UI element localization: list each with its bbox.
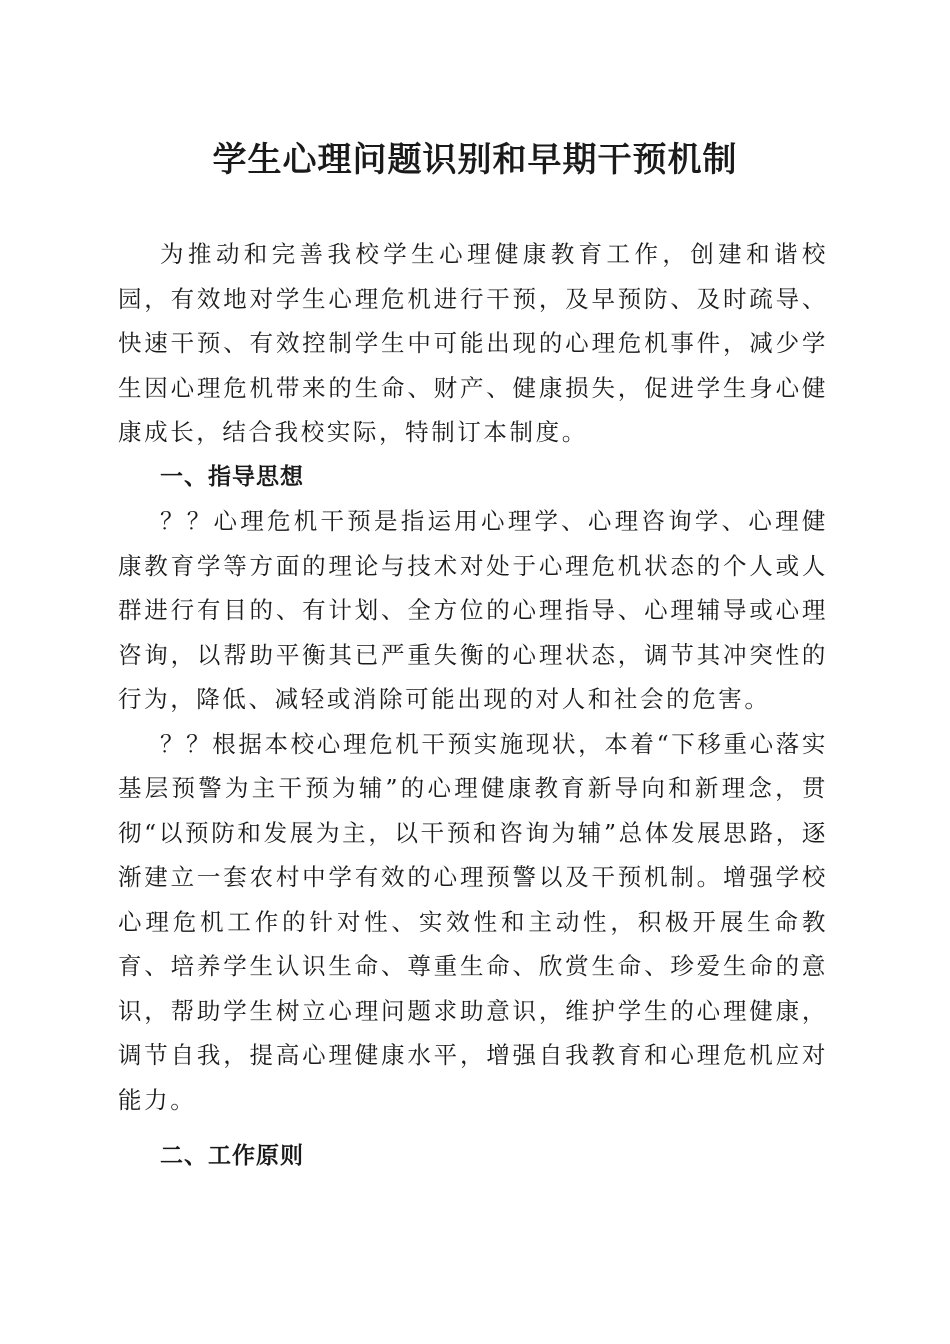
document-title: 学生心理问题识别和早期干预机制 xyxy=(212,140,738,180)
section-heading-guiding-ideology: 一、指导思想 xyxy=(160,463,304,490)
guiding-ideology-paragraph-1: ？？心理危机干预是指运用心理学、心理咨询学、心理健康教育学等方面的理论与技术对处于心理危机状态的个人或人群进行有目的、有计划、全方位的心理指导、心理辅导或心理咨询，以帮助平衡其已严重失衡的心理状态，调节其冲突性的行为，降低、减轻或消除可能出现的对人和社会的危害。 xyxy=(118,507,828,713)
guiding-ideology-paragraph-2: ？？根据本校心理危机干预实施现状，本着“下移重心落实基层预警为主干预为辅”的心理健康教育新导向和新理念，贯彻“以预防和发展为主，以干预和咨询为辅”总体发展思路，逐渐建立一套农村中学有效的心理预警以及干预机制。增强学校心理危机工作的针对性、实效性和主动性，积极开展生命教育、培养学生认识生命、尊重生命、欣赏生命、珍爱生命的意识，帮助学生树立心理问题求助意识，维护学生的心理健康，调节自我，提高心理健康水平，增强自我教育和心理危机应对能力。 xyxy=(118,729,828,1114)
section-heading-working-principles: 二、工作原则 xyxy=(160,1143,304,1169)
intro-paragraph: 为推动和完善我校学生心理健康教育工作，创建和谐校园，有效地对学生心理危机进行干预，及早预防、及时疏导、快速干预、有效控制学生中可能出现的心理危机事件，减少学生因心理危机带来的生命、财产、健康损失，促进学生身心健康成长，结合我校实际，特制订本制度。 xyxy=(118,240,828,446)
document-body xyxy=(118,232,828,1179)
